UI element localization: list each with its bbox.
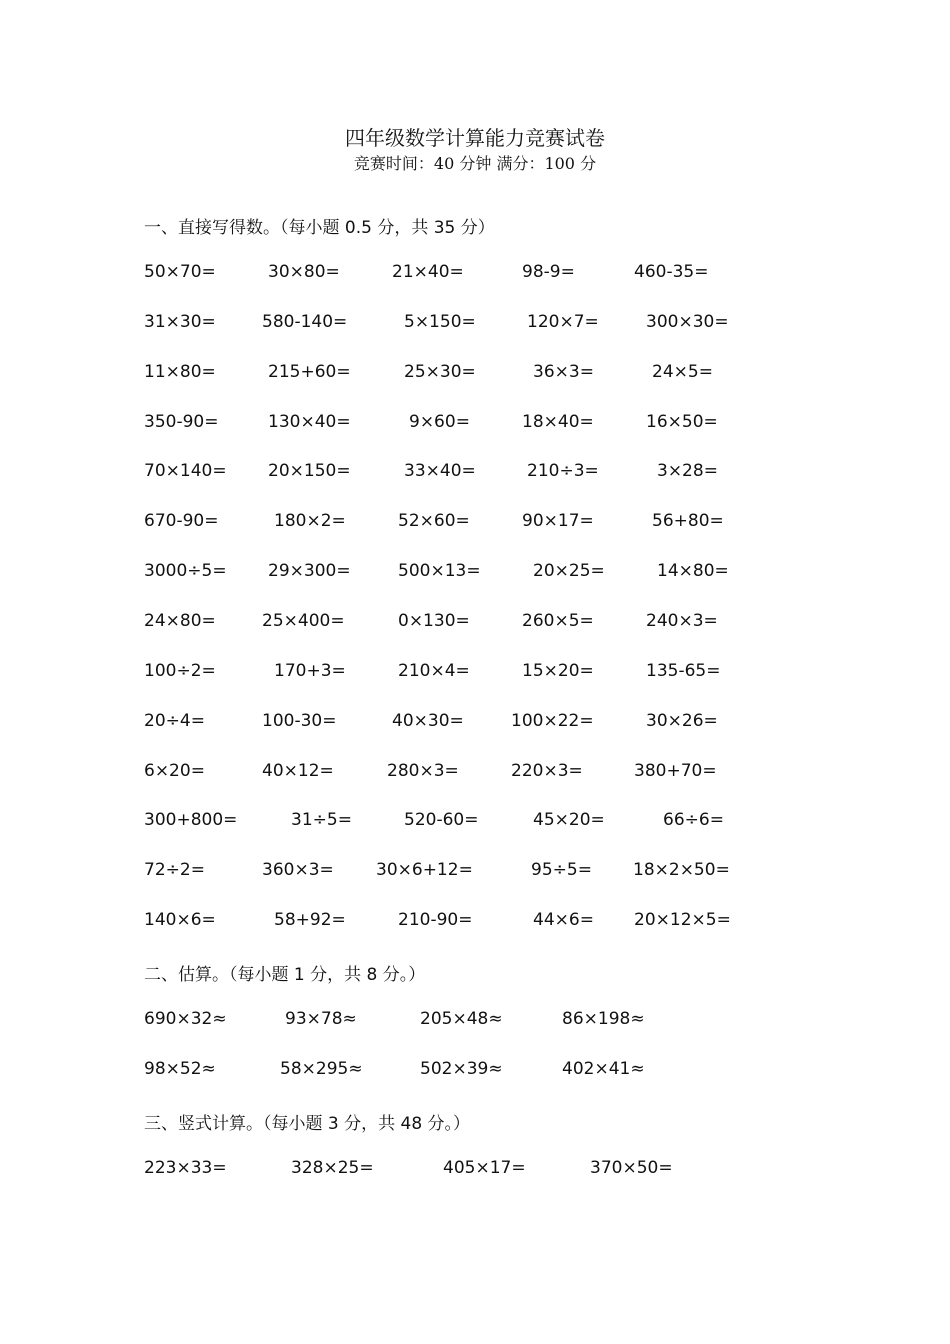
problem-item: 14×80= (657, 561, 729, 582)
problem-item: 140×6= (144, 910, 216, 931)
problem-item: 300+800= (144, 810, 238, 831)
problem-item: 40×12= (262, 760, 334, 781)
problem-item: 220×3= (511, 760, 583, 781)
problem-item: 50×70= (144, 262, 216, 282)
problem-row (0, 860, 950, 884)
problem-item: 328×25= (291, 1158, 374, 1178)
problem-row (0, 412, 950, 436)
problem-item: 240×3= (646, 610, 718, 631)
problem-row (0, 561, 950, 585)
problem-item: 98-9= (522, 262, 575, 282)
problem-item: 205×48≈ (420, 1009, 503, 1029)
problem-item: 93×78≈ (285, 1009, 357, 1029)
problem-item: 72÷2= (144, 860, 205, 881)
problem-item: 90×17= (522, 511, 594, 532)
problem-item: 6×20= (144, 760, 205, 781)
problem-item: 16×50= (646, 411, 718, 432)
problem-item: 170+3= (274, 660, 346, 681)
problem-item: 210÷3= (527, 461, 599, 482)
problem-item: 45×20= (533, 810, 605, 831)
section-1-heading: 一、直接写得数。（每小题 0.5 分，共 35 分） (144, 218, 495, 238)
problem-item: 100-30= (262, 710, 337, 731)
problem-item: 0×130= (398, 610, 470, 631)
problem-item: 350-90= (144, 411, 219, 432)
problem-item: 3×28= (657, 461, 718, 482)
problem-row (0, 262, 950, 286)
problem-item: 18×40= (522, 411, 594, 432)
problem-item: 405×17= (443, 1158, 526, 1178)
problem-item: 9×60= (409, 411, 470, 432)
problem-row (0, 761, 950, 785)
problem-item: 300×30= (646, 311, 729, 332)
page-title: 四年级数学计算能力竞赛试卷 (345, 126, 605, 150)
problem-item: 280×3= (387, 760, 459, 781)
problem-item: 100÷2= (144, 660, 216, 681)
problem-item: 40×30= (392, 710, 464, 731)
problem-item: 223×33= (144, 1158, 227, 1178)
problem-item: 130×40= (268, 411, 351, 432)
problem-item: 120×7= (527, 311, 599, 332)
problem-item: 44×6= (533, 910, 594, 931)
problem-item: 210×4= (398, 660, 470, 681)
problem-item: 100×22= (511, 710, 594, 731)
problem-item: 30×26= (646, 710, 718, 731)
problem-item: 31×30= (144, 311, 216, 332)
problem-item: 360×3= (262, 860, 334, 881)
problem-item: 56+80= (652, 511, 724, 532)
problem-item: 70×140= (144, 461, 227, 482)
problem-item: 20×25= (533, 561, 605, 582)
problem-row (0, 511, 950, 535)
problem-row (0, 661, 950, 685)
problem-item: 25×30= (404, 361, 476, 382)
problem-item: 24×80= (144, 610, 216, 631)
problem-item: 95÷5= (531, 860, 592, 881)
problem-item: 31÷5= (291, 810, 352, 831)
problem-item: 29×300= (268, 561, 351, 582)
problem-item: 20×150= (268, 461, 351, 482)
problem-row (0, 711, 950, 735)
problem-item: 580-140= (262, 311, 348, 332)
problem-item: 25×400= (262, 610, 345, 631)
problem-row (0, 1158, 950, 1182)
problem-item: 670-90= (144, 511, 219, 532)
problem-item: 520-60= (404, 810, 479, 831)
problem-row (0, 1009, 950, 1033)
problem-item: 21×40= (392, 262, 464, 282)
section-3-heading: 三、竖式计算。（每小题 3 分，共 48 分。） (144, 1114, 471, 1134)
problem-item: 180×2= (274, 511, 346, 532)
problem-item: 15×20= (522, 660, 594, 681)
problem-item: 52×60= (398, 511, 470, 532)
problem-item: 500×13= (398, 561, 481, 582)
problem-row (0, 910, 950, 934)
problem-row (0, 362, 950, 386)
problem-item: 260×5= (522, 610, 594, 631)
problem-item: 18×2×50= (633, 860, 730, 881)
problem-item: 3000÷5= (144, 561, 227, 582)
section-2-heading: 二、估算。（每小题 1 分，共 8 分。） (144, 965, 426, 985)
problem-item: 402×41≈ (562, 1059, 645, 1079)
problem-item: 58×295≈ (280, 1059, 363, 1079)
problem-item: 210-90= (398, 910, 473, 931)
problem-item: 20÷4= (144, 710, 205, 731)
problem-row (0, 810, 950, 834)
problem-item: 33×40= (404, 461, 476, 482)
problem-item: 380+70= (634, 760, 717, 781)
problem-item: 11×80= (144, 361, 216, 382)
problem-item: 30×6+12= (376, 860, 473, 881)
problem-item: 66÷6= (663, 810, 724, 831)
problem-item: 215+60= (268, 361, 351, 382)
problem-item: 86×198≈ (562, 1009, 645, 1029)
problem-row (0, 312, 950, 336)
problem-item: 5×150= (404, 311, 476, 332)
problem-item: 690×32≈ (144, 1009, 227, 1029)
problem-item: 370×50= (590, 1158, 673, 1178)
problem-item: 135-65= (646, 660, 721, 681)
problem-item: 460-35= (634, 262, 709, 282)
exam-info: 竞赛时间：40 分钟 满分：100 分 (353, 154, 597, 173)
problem-item: 20×12×5= (634, 910, 731, 931)
problem-item: 58+92= (274, 910, 346, 931)
problem-item: 36×3= (533, 361, 594, 382)
problem-item: 502×39≈ (420, 1059, 503, 1079)
problem-item: 98×52≈ (144, 1059, 216, 1079)
problem-item: 24×5= (652, 361, 713, 382)
problem-item: 30×80= (268, 262, 340, 282)
problem-row (0, 461, 950, 485)
problem-row (0, 1059, 950, 1083)
problem-row (0, 611, 950, 635)
